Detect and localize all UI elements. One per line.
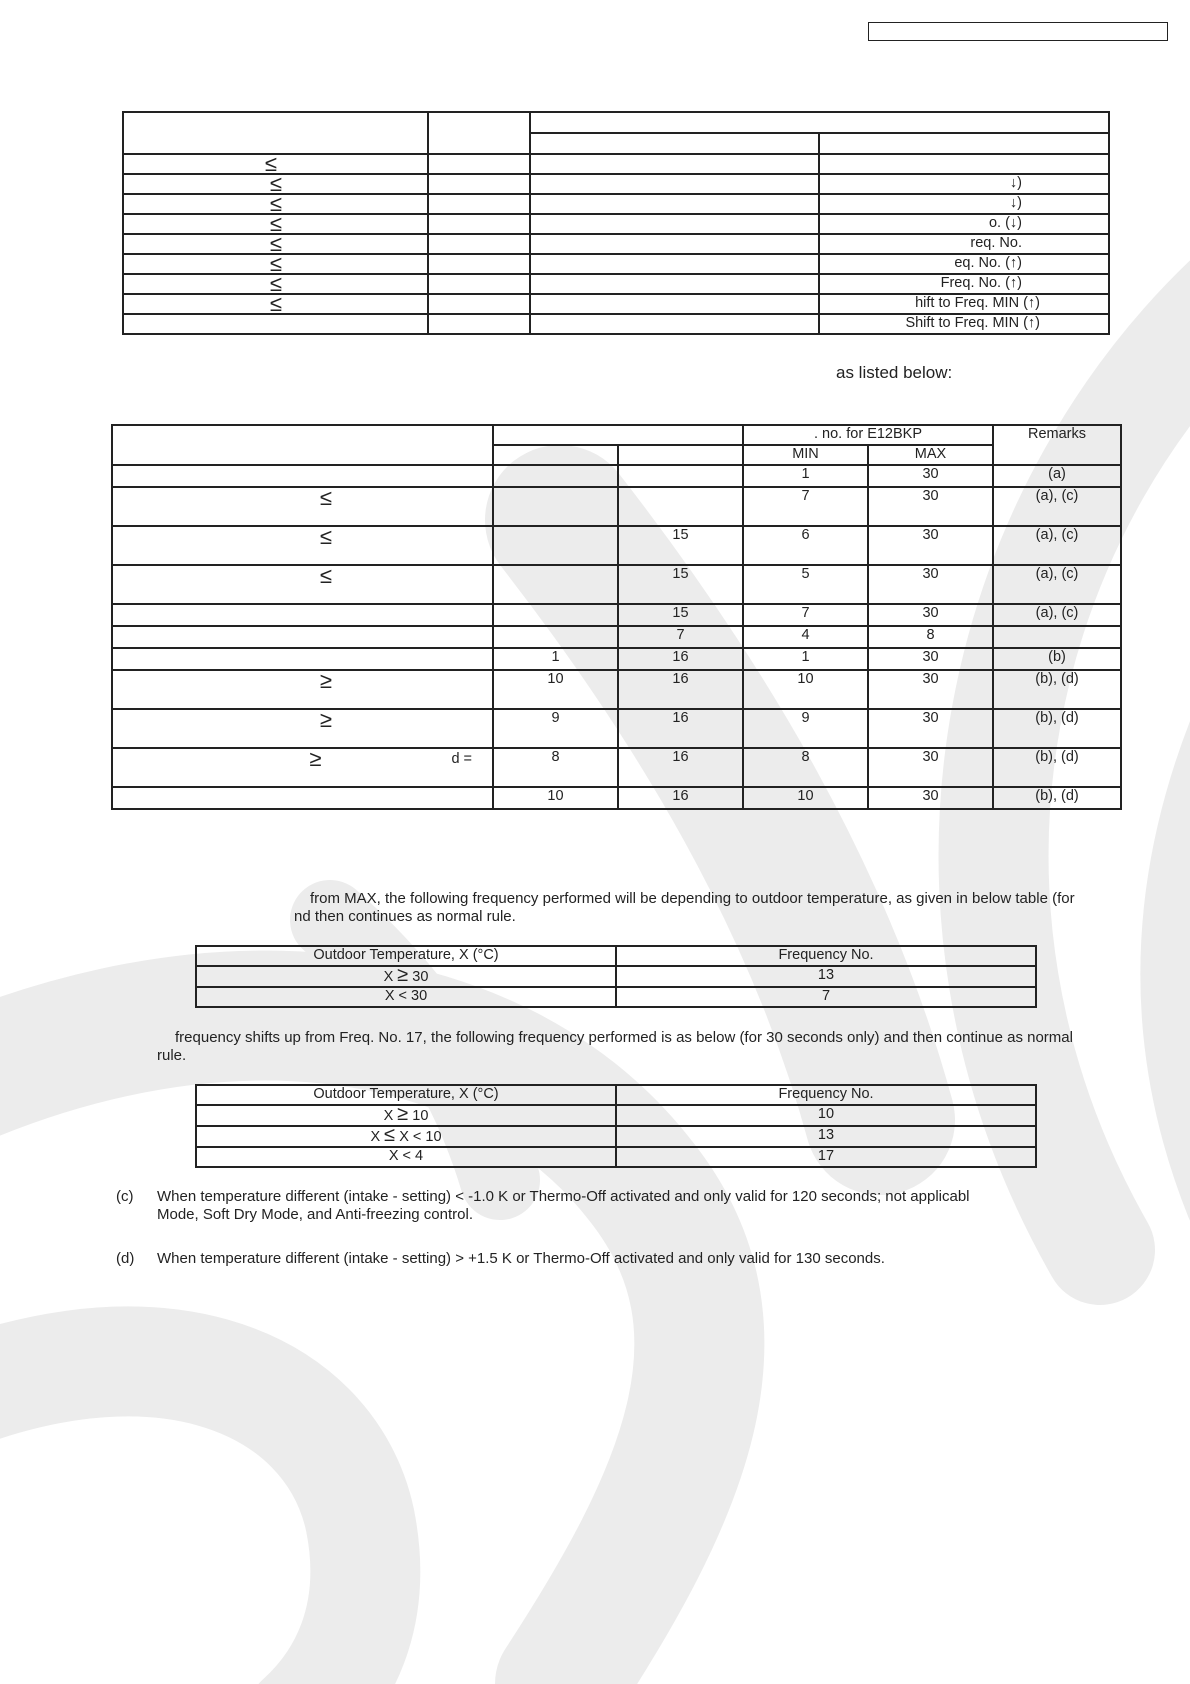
cell-rem: (a), (c) [993, 526, 1121, 565]
condition-symbol: ≤ [123, 214, 428, 234]
cell-max: 30 [868, 604, 993, 626]
condition-symbol: ≤ [123, 274, 428, 294]
frequency-shift-table [122, 111, 1110, 335]
condition-symbol: ≤ [123, 194, 428, 214]
condition-cell [112, 709, 493, 748]
paragraph-b-line1: frequency shifts up from Freq. No. 17, the following frequency performed is as below (for 30 seconds only) and then continue as normal [175, 1029, 1073, 1046]
freq-cell: 17 [616, 1147, 1036, 1167]
cell-max: 30 [868, 709, 993, 748]
table4-header-row [196, 1085, 1036, 1105]
cell-max: 30 [868, 748, 993, 787]
cell-c1 [493, 526, 618, 565]
shift-action: Shift to Freq. MIN (↑) [819, 314, 1109, 334]
table2-header-row [112, 425, 1121, 445]
condition-cell [112, 465, 493, 487]
outdoor-temp-table-1 [195, 945, 1037, 1008]
condition-symbol: ≥ [319, 668, 332, 693]
shift-action: o. (↓) [819, 214, 1109, 234]
cell-c2: 15 [618, 604, 743, 626]
note-d [116, 1250, 1116, 1270]
cell-c1: 10 [493, 670, 618, 709]
cell-c1: 9 [493, 709, 618, 748]
cell-rem: (b), (d) [993, 787, 1121, 809]
cell-c1: 1 [493, 648, 618, 670]
table-row [123, 314, 1109, 334]
cell-c1 [493, 565, 618, 604]
shift-action [819, 154, 1109, 174]
table-row [112, 465, 1121, 487]
temp-header: Outdoor Temperature, X (°C) [196, 946, 616, 966]
cell-rem: (a), (c) [993, 565, 1121, 604]
cell-max: 30 [868, 670, 993, 709]
condition-cell [112, 565, 493, 604]
condition-extra: d = [451, 751, 472, 767]
condition-symbol: ≤ [123, 234, 428, 254]
table1-header-row [123, 112, 1109, 133]
cell-min: 7 [743, 604, 868, 626]
cell-min: 4 [743, 626, 868, 648]
cell-rem: (a) [993, 465, 1121, 487]
table-row [112, 626, 1121, 648]
min-header: MIN [743, 445, 868, 465]
condition-cell [112, 526, 493, 565]
cell-max: 30 [868, 648, 993, 670]
cell-max: 30 [868, 787, 993, 809]
condition-cell [112, 748, 493, 787]
cell-c2 [618, 465, 743, 487]
shift-action: req. No. [819, 234, 1109, 254]
freq-header: Frequency No. [616, 946, 1036, 966]
cell-c2: 16 [618, 648, 743, 670]
frequency-range-table [111, 424, 1122, 810]
cell-c1 [493, 604, 618, 626]
condition-cell [112, 487, 493, 526]
shift-action: Freq. No. (↑) [819, 274, 1109, 294]
condition-cell [112, 787, 493, 809]
condition-symbol: ≥ [319, 707, 332, 732]
temp-header: Outdoor Temperature, X (°C) [196, 1085, 616, 1105]
cell-c1: 8 [493, 748, 618, 787]
cell-min: 10 [743, 670, 868, 709]
table2-header-cell [493, 425, 743, 445]
cell-min: 5 [743, 565, 868, 604]
cell-rem: (b), (d) [993, 709, 1121, 748]
condition-symbol: ≤ [319, 563, 332, 588]
temp-cell: X < 4 [196, 1147, 616, 1167]
note-text: When temperature different (intake - setting) > +1.5 K or Thermo-Off activated and only valid for 130 seconds. [157, 1250, 885, 1267]
freq-cell: 13 [616, 966, 1036, 987]
table1-header-cell [819, 133, 1109, 154]
shift-action: ↓) [819, 194, 1109, 214]
table-row [112, 604, 1121, 626]
max-header: MAX [868, 445, 993, 465]
condition-symbol [123, 314, 428, 334]
cell-rem: (a), (c) [993, 487, 1121, 526]
table-row [196, 1105, 1036, 1126]
cell-rem [993, 626, 1121, 648]
paragraph-a-line2: nd then continues as normal rule. [294, 908, 516, 925]
condition-symbol: ≤ [123, 294, 428, 314]
cell-c2: 16 [618, 787, 743, 809]
cell-c2: 15 [618, 565, 743, 604]
table-row [123, 294, 1109, 314]
condition-cell [112, 648, 493, 670]
paragraph-b-line2: rule. [157, 1047, 187, 1064]
cell-min: 1 [743, 465, 868, 487]
table-row [112, 670, 1121, 709]
cell-max: 30 [868, 565, 993, 604]
table-row [196, 966, 1036, 987]
condition-symbol: ≥ [309, 746, 322, 771]
table-row [112, 709, 1121, 748]
table2-header-cell [618, 445, 743, 465]
table-row [112, 565, 1121, 604]
cell-max: 30 [868, 526, 993, 565]
condition-cell [112, 670, 493, 709]
note-text: When temperature different (intake - setting) < -1.0 K or Thermo-Off activated and only valid for 120 seconds; not applicabl Mode, Soft Dry Mode, and Anti-freezing control. [157, 1188, 970, 1223]
cell-c1 [493, 626, 618, 648]
freq-no-header: . no. for E12BKP [743, 425, 993, 445]
listed-below-text: as listed below: [836, 363, 953, 382]
cell-min: 7 [743, 487, 868, 526]
table1-header-cell [530, 112, 1109, 133]
table-row [196, 1147, 1036, 1167]
header-box [868, 22, 1168, 41]
cell-c2 [618, 487, 743, 526]
shift-action: hift to Freq. MIN (↑) [819, 294, 1109, 314]
cell-c1 [493, 487, 618, 526]
condition-symbol: ≤ [319, 485, 332, 510]
temp-cell: X ≥ 10 [196, 1105, 616, 1126]
temp-cell: X ≥ 30 [196, 966, 616, 987]
paragraph-a-line1: from MAX, the following frequency performed will be depending to outdoor temperature, as given in below table (for [310, 890, 1075, 907]
cell-max: 30 [868, 487, 993, 526]
shift-action: ↓) [819, 174, 1109, 194]
table3-header-row [196, 946, 1036, 966]
cell-c2: 7 [618, 626, 743, 648]
note-key: (d) [116, 1250, 135, 1267]
table2-header-cell [493, 445, 618, 465]
cell-min: 10 [743, 787, 868, 809]
temp-cell: X < 30 [196, 987, 616, 1007]
table1-header-cell [123, 112, 428, 154]
table-row [112, 487, 1121, 526]
remarks-header: Remarks [993, 425, 1121, 465]
table1-header-cell [530, 133, 819, 154]
condition-symbol: ≤ [123, 254, 428, 274]
cell-rem: (b) [993, 648, 1121, 670]
cell-rem: (b), (d) [993, 670, 1121, 709]
table-row [112, 526, 1121, 565]
cell-c2: 16 [618, 670, 743, 709]
condition-symbol: ≤ [123, 154, 428, 174]
cell-c1 [493, 465, 618, 487]
table-row [112, 787, 1121, 809]
freq-cell: 7 [616, 987, 1036, 1007]
cell-c2: 15 [618, 526, 743, 565]
condition-cell [112, 604, 493, 626]
condition-symbol: ≤ [123, 174, 428, 194]
note-c [116, 1188, 1116, 1228]
cell-rem: (b), (d) [993, 748, 1121, 787]
temp-cell: X ≤ X < 10 [196, 1126, 616, 1147]
cell-min: 9 [743, 709, 868, 748]
cell-c1: 10 [493, 787, 618, 809]
freq-header: Frequency No. [616, 1085, 1036, 1105]
cell-min: 6 [743, 526, 868, 565]
shift-action: eq. No. (↑) [819, 254, 1109, 274]
table-row [196, 987, 1036, 1007]
table-row [196, 1126, 1036, 1147]
note-key: (c) [116, 1188, 134, 1205]
cell-rem: (a), (c) [993, 604, 1121, 626]
cell-min: 8 [743, 748, 868, 787]
table-row [112, 648, 1121, 670]
table-row [112, 748, 1121, 787]
cell-c2: 16 [618, 709, 743, 748]
freq-cell: 13 [616, 1126, 1036, 1147]
cell-min: 1 [743, 648, 868, 670]
condition-cell [112, 626, 493, 648]
cell-max: 30 [868, 465, 993, 487]
outdoor-temp-table-2 [195, 1084, 1037, 1168]
table1-header-cell [428, 112, 530, 154]
cell-c2: 16 [618, 748, 743, 787]
freq-cell: 10 [616, 1105, 1036, 1126]
condition-symbol: ≤ [319, 524, 332, 549]
table2-header-cell [112, 425, 493, 465]
cell-max: 8 [868, 626, 993, 648]
